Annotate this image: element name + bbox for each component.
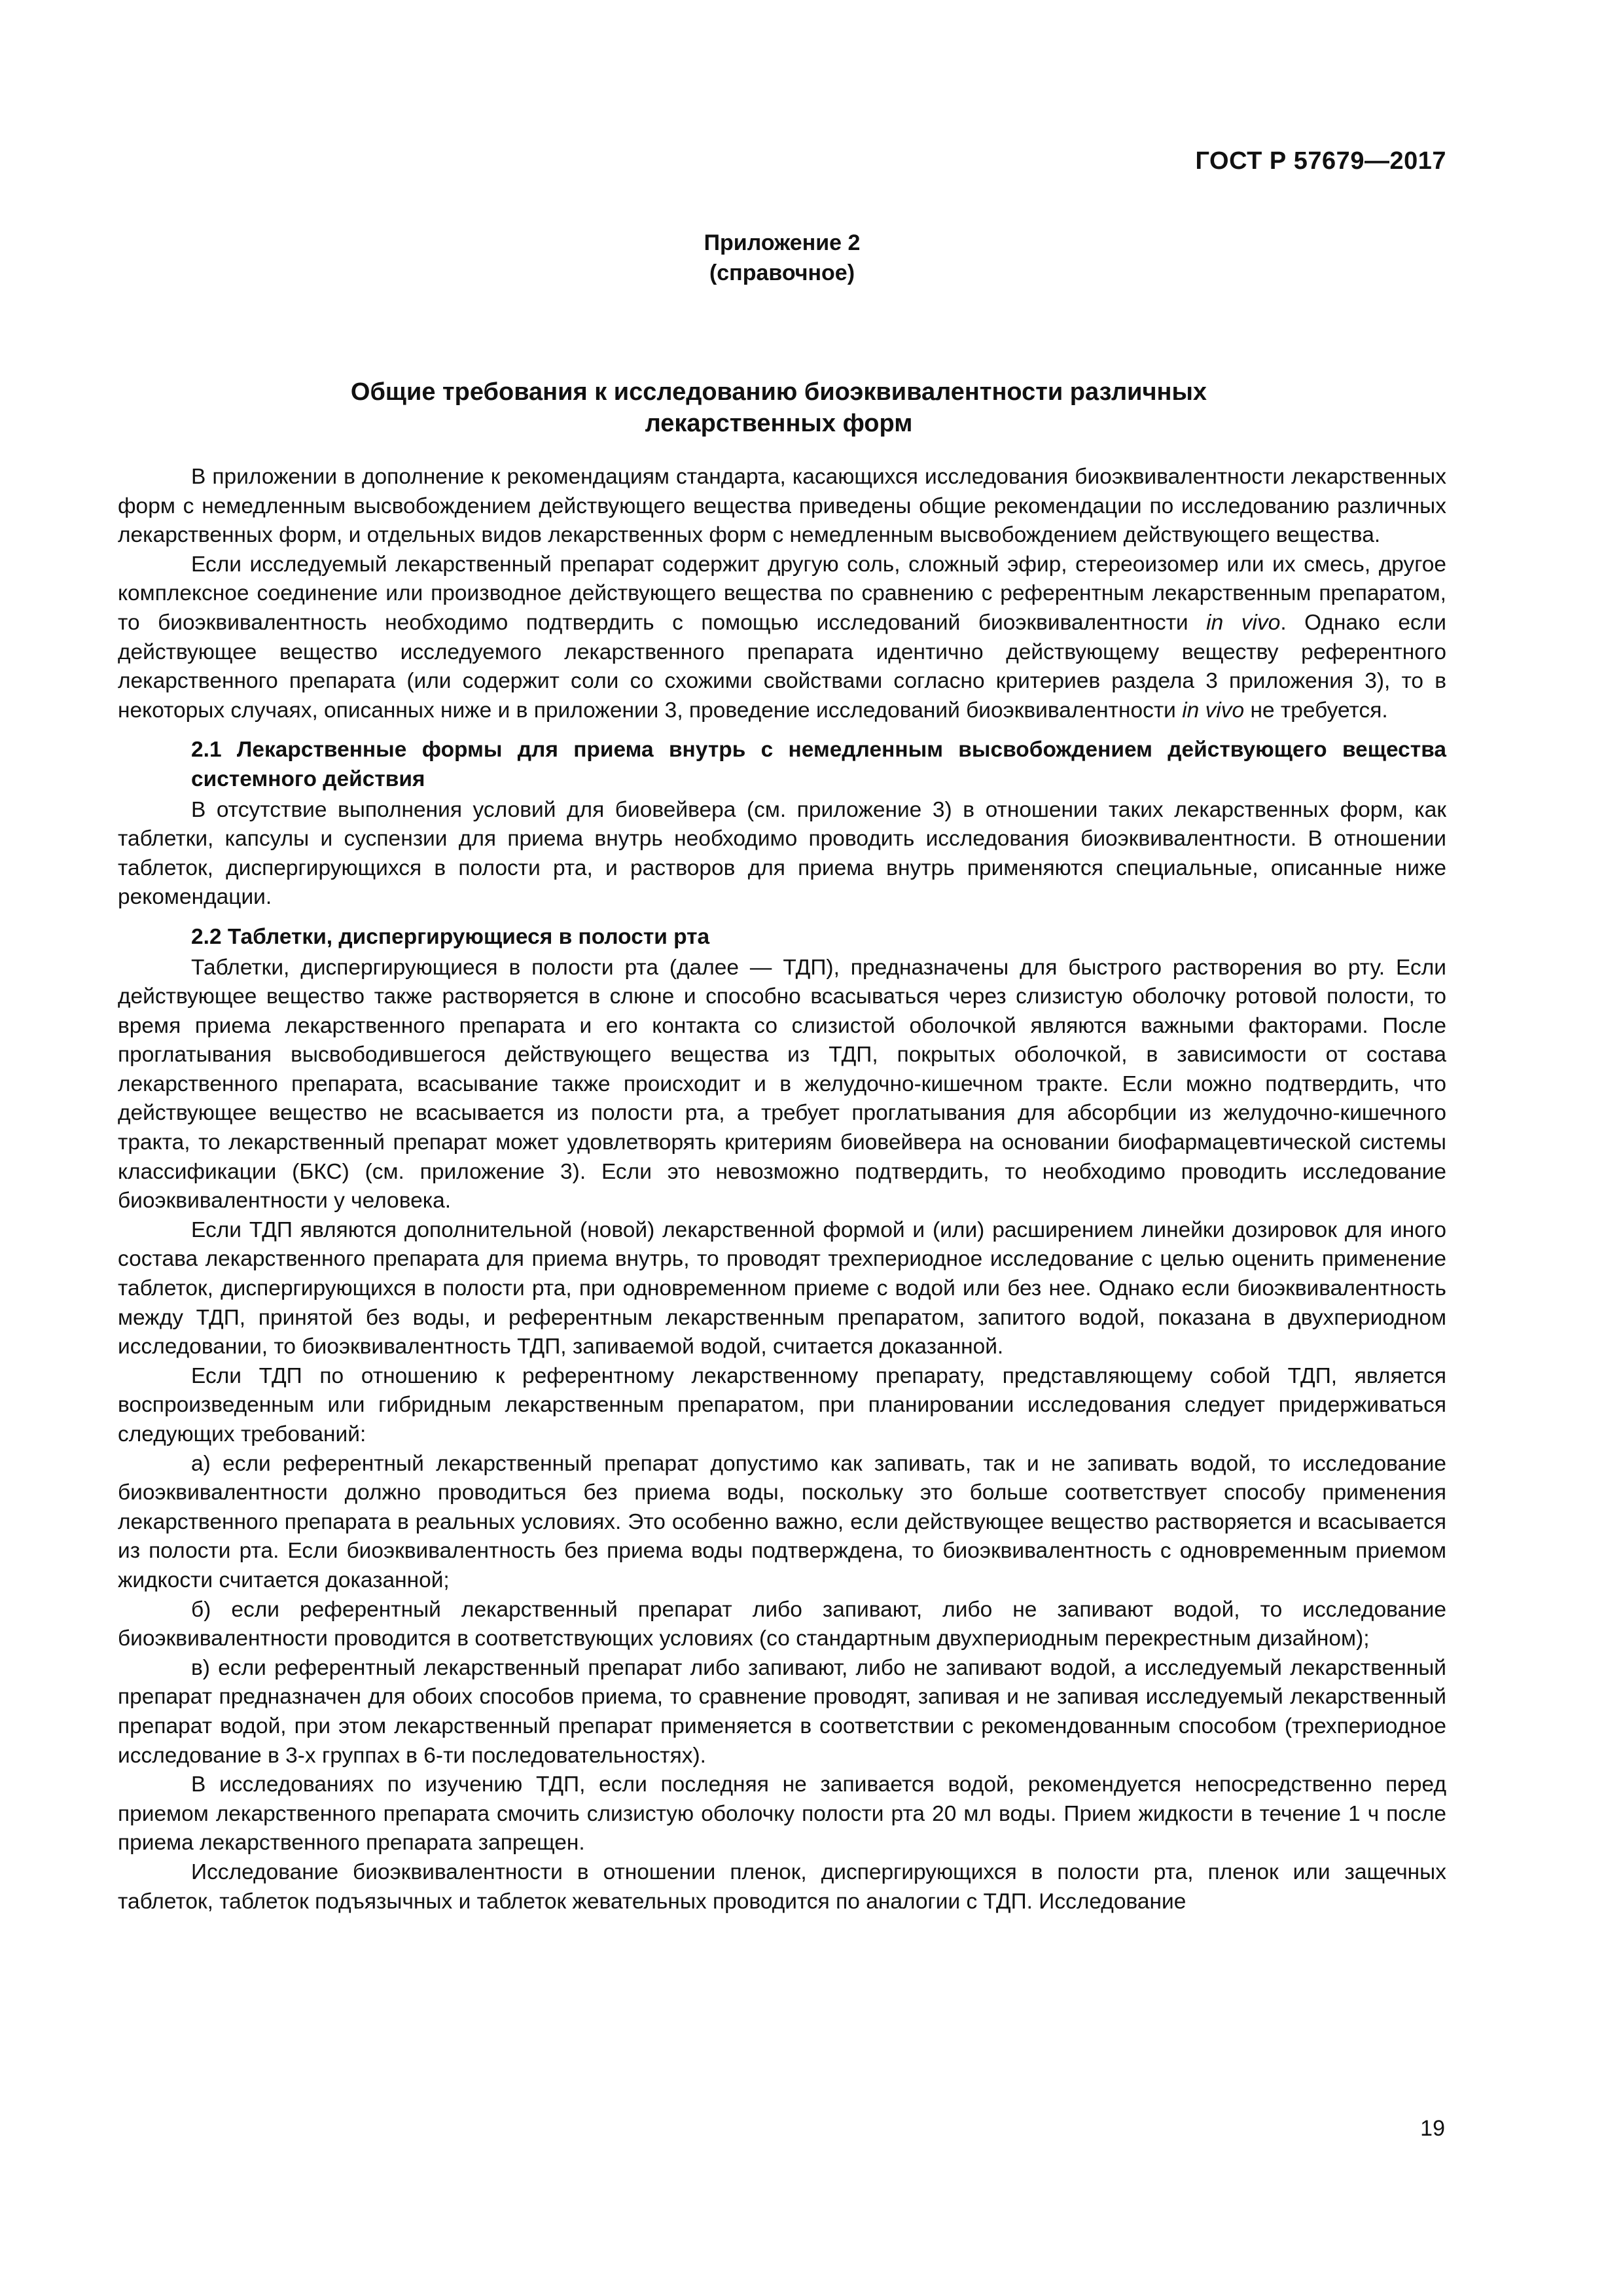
paragraph-salts-part-3: не требуется. xyxy=(1244,698,1388,723)
paragraph-odt-definition: Таблетки, диспергирующиеся в полости рта (далее — ТДП), предназначены для быстрого растворения во рту. Если действующее вещество также растворяется в слюне и способно всасываться через слизистую оболочку ротовой полости, то время приема лекарственного препарата и его контакта со слизистой оболочкой являются важными факторами. После проглатывания высвободившегося действующего вещества из ТДП, покрытых оболочкой, в зависимости от состава лекарственного препарата, всасывание также происходит и в желудочно-кишечном тракте. Если можно подтвердить, что действующее вещество не всасывается из полости рта, а требует проглатывания для абсорбции из желудочно-кишечного тракта, то лекарственный препарат может удовлетворять критериям биовейвера на основании биофармацевтической системы классификации (БКС) (см. приложение 3). Если это невозможно подтвердить, то необходимо проводить исследование биоэквивалентности у человека. xyxy=(118,955,1446,1213)
appendix-kind: (справочное) xyxy=(709,260,855,285)
appendix-heading xyxy=(0,228,1564,288)
body-text xyxy=(118,463,1446,1916)
list-item-c: в) если референтный лекарственный препарат либо запивают, либо не запивают водой, а исследуемый лекарственный препарат предназначен для обоих способов приема, то сравнение проводят, запивая и не запивая исследуемый лекарственный препарат водой, при этом лекарственный препарат применяется в соответствии с рекомендованным способом (трехпериодное исследование в 3-х группах в 6-ти последовательностях). xyxy=(118,1655,1446,1768)
paragraph-salts xyxy=(118,550,1446,726)
section-title-line-1: Общие требования к исследованию биоэквивалентности различных xyxy=(350,378,1207,406)
in-vivo-term: in vivo xyxy=(1182,698,1245,723)
paragraph-intro: В приложении в дополнение к рекомендациям стандарта, касающихся исследования биоэквивалентности лекарственных форм с немедленным высвобождением действующего вещества приведены общие рекомендации по исследованию различных лекарственных форм, и отдельных видов лекарственных форм с немедленным высвобождением действующего вещества. xyxy=(118,465,1446,548)
paragraph-films: Исследование биоэквивалентности в отношении пленок, диспергирующихся в полости рта, пленок или защечных таблеток, таблеток подъязычных и таблеток жевательных проводится по аналогии с ТДП. Исследование xyxy=(118,1859,1446,1914)
in-vivo-term: in vivo xyxy=(1206,610,1281,635)
subsection-heading-2-1: 2.1 Лекарственные формы для приема внутрь с немедленным высвобождением действующего вещества системного действия xyxy=(191,738,1446,791)
subsection-heading-2-2: 2.2 Таблетки, диспергирующиеся в полости рта xyxy=(191,924,710,949)
paragraph-water-intake: В исследованиях по изучению ТДП, если последняя не запивается водой, рекомендуется непосредственно перед приемом лекарственного препарата смочить слизистую оболочку полости рта 20 мл воды. Прием жидкости в течение 1 ч после приема лекарственного препарата запрещен. xyxy=(118,1772,1446,1856)
list-item-b: б) если референтный лекарственный препарат либо запивают, либо не запивают водой, то исследование биоэквивалентности проводится в соответствующих условиях (со стандартным двухпериодным перекрестным дизайном); xyxy=(118,1597,1446,1651)
paragraph-salts-part-2: . Однако если действующее вещество исследуемого лекарственного препарата идентично действующему веществу референтного лекарственного препарата (или содержит соли со схожими свойствами согласно критериев раздела 3 приложения 3), то в некоторых случаях, описанных ниже и в приложении 3, проведение исследований биоэквивалентности xyxy=(118,610,1446,723)
paragraph-odt-line-extension: Если ТДП являются дополнительной (новой) лекарственной формой и (или) расширением линейки дозировок для иного состава лекарственного препарата для приема внутрь, то проводят трехпериодное исследование с целью оценить применение таблеток, диспергирующихся в полости рта, при одновременном приеме с водой или без нее. Однако если биоэквивалентность между ТДП, принятой без воды, и референтным лекарственным препаратом, запитого водой, показана в двухпериодном исследовании, то биоэквивалентность ТДП, запиваемой водой, считается доказанной. xyxy=(118,1217,1446,1359)
page-number: 19 xyxy=(1420,2116,1445,2141)
appendix-label: Приложение 2 xyxy=(704,230,861,255)
section-title xyxy=(0,376,1558,439)
paragraph-salts-part-1: Если исследуемый лекарственный препарат содержит другую соль, сложный эфир, стереоизомер или их смесь, другое комплексное соединение или производное действующего вещества по сравнению с референтным лекарственным препаратом, то биоэквивалентность необходимо подтвердить с помощью исследований биоэквивалентности xyxy=(118,552,1446,635)
list-item-a: а) если референтный лекарственный препарат допустимо как запивать, так и не запивать водой, то исследование биоэквивалентности должно проводиться без приема воды, поскольку это больше соответствует способу применения лекарственного препарата в реальных условиях. Это особенно важно, если действующее вещество растворяется и всасывается из полости рта. Если биоэквивалентность без приема воды подтверждена, то биоэквивалентность с одновременным приемом жидкости считается доказанной; xyxy=(118,1451,1446,1592)
paragraph-odt-generic: Если ТДП по отношению к референтному лекарственному препарату, представляющему собой ТДП, является воспроизведенным или гибридным лекарственным препаратом, при планировании исследования следует придерживаться следующих требований: xyxy=(118,1363,1446,1446)
paragraph-oral-forms: В отсутствие выполнения условий для биовейвера (см. приложение 3) в отношении таких лекарственных форм, как таблетки, капсулы и суспензии для приема внутрь необходимо проводить исследования биоэквивалентности. В отношении таблеток, диспергирующихся в полости рта, и растворов для приема внутрь применяются специальные, описанные ниже рекомендации. xyxy=(118,797,1446,910)
document-code: ГОСТ Р 57679—2017 xyxy=(1195,147,1446,175)
section-title-line-2: лекарственных форм xyxy=(645,410,913,437)
